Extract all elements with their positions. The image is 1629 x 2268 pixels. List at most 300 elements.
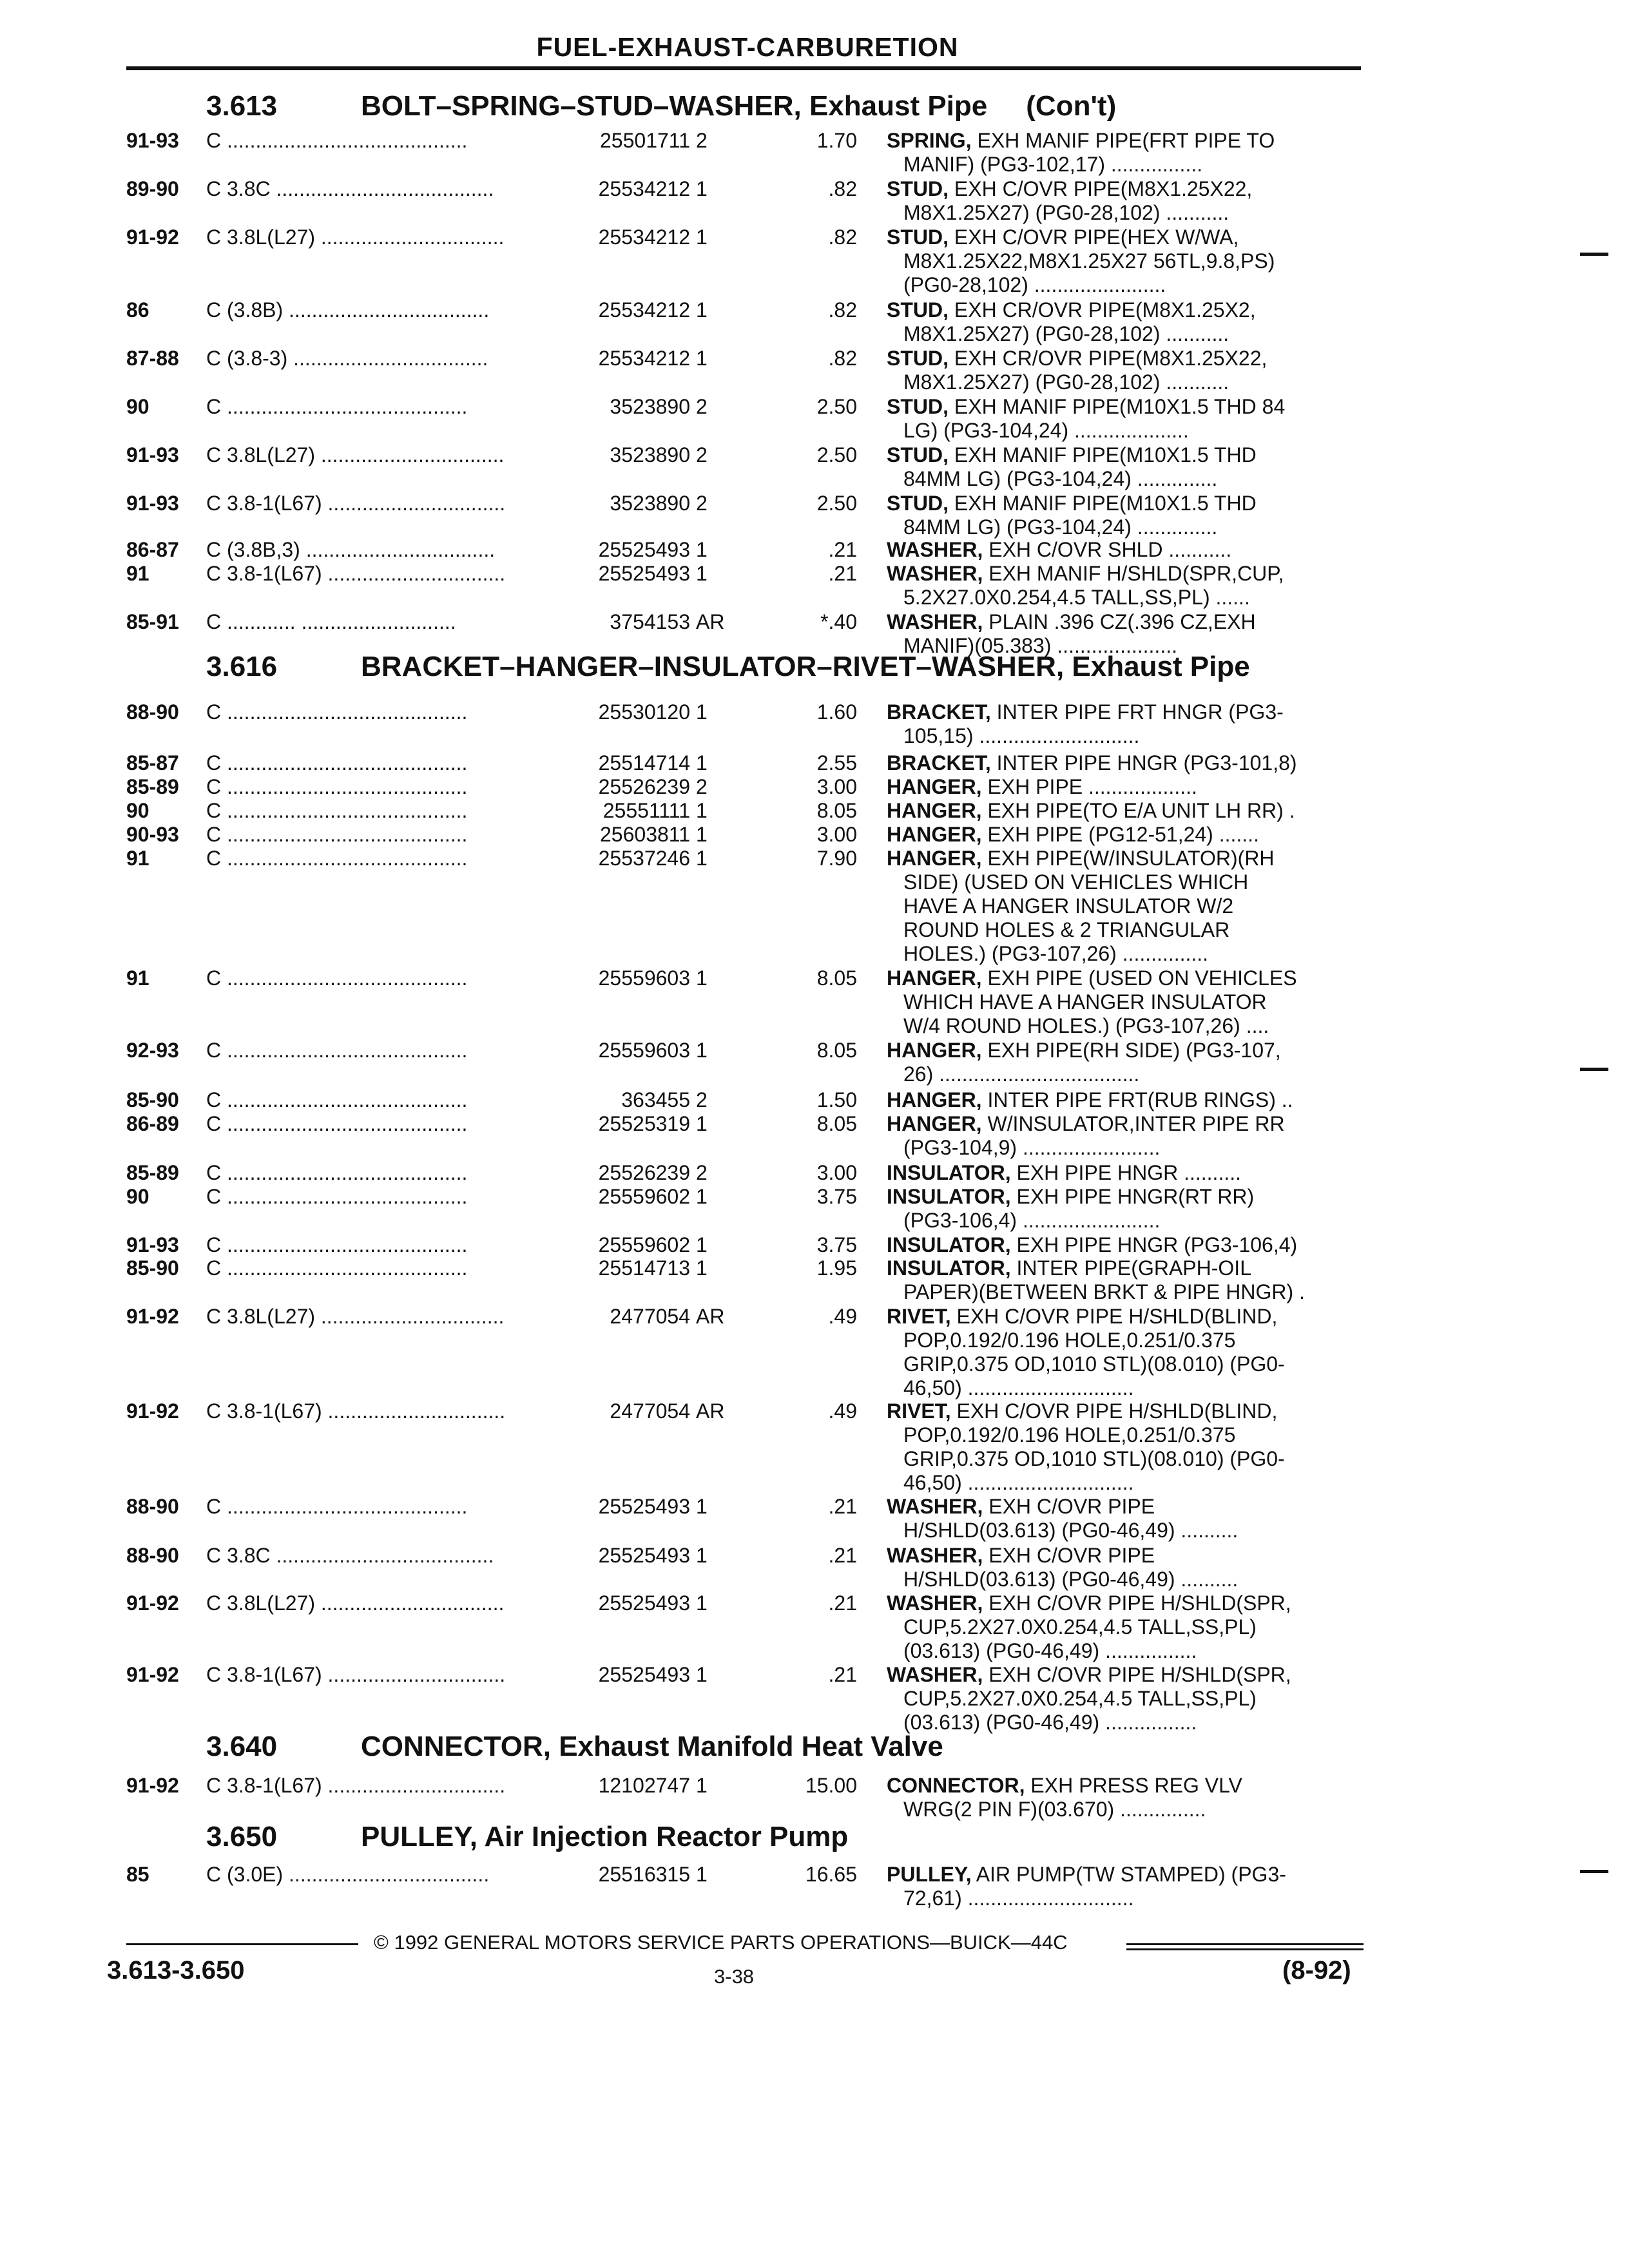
model-years: 85-90	[126, 1256, 179, 1280]
part-description	[887, 1663, 1364, 1735]
quantity: 1	[696, 1863, 708, 1886]
description-line	[887, 226, 1364, 249]
description-text: EXH C/OVR PIPE H/SHLD(SPR,	[983, 1591, 1291, 1615]
description-text: EXH C/OVR PIPE	[983, 1544, 1155, 1567]
price: 1.95	[816, 1256, 857, 1280]
part-description	[887, 1399, 1364, 1495]
section-qualifier: Exhaust Pipe	[801, 90, 988, 122]
description-line	[887, 610, 1364, 634]
part-number: 25525319	[554, 1112, 690, 1136]
description-continuation: 46,50) .............................	[903, 1376, 1134, 1399]
model-years: 88-90	[126, 700, 179, 724]
description-text: EXH PIPE(W/INSULATOR)(RH	[981, 847, 1275, 870]
part-description	[887, 1039, 1364, 1086]
model-years: 88-90	[126, 1544, 179, 1567]
description-line	[887, 1663, 1364, 1687]
description-line	[887, 298, 1364, 322]
description-text: INTER PIPE FRT(RUB RINGS) ..	[981, 1088, 1293, 1111]
model-code: C ..........................................	[206, 1088, 468, 1111]
quantity: 1	[696, 1233, 708, 1256]
part-description	[887, 823, 1364, 847]
part-type: BRACKET,	[887, 751, 991, 774]
description-line	[887, 700, 1364, 724]
part-description	[887, 395, 1364, 443]
part-description	[887, 492, 1364, 539]
description-text: EXH C/OVR SHLD ...........	[983, 538, 1232, 561]
quantity: 1	[696, 1774, 708, 1797]
price: 8.05	[816, 1112, 857, 1135]
description-continuation: WHICH HAVE A HANGER INSULATOR	[903, 990, 1267, 1014]
model-code: C 3.8L(L27) ................................	[206, 443, 505, 466]
description-continuation: (PG0-28,102) .......................	[903, 273, 1166, 296]
part-type: INSULATOR,	[887, 1161, 1011, 1184]
price: 1.50	[816, 1088, 857, 1111]
description-continuation: SIDE) (USED ON VEHICLES WHICH	[903, 870, 1249, 894]
description-continuation: H/SHLD(03.613) (PG0-46,49) ..........	[903, 1519, 1239, 1542]
description-line	[887, 129, 1364, 153]
description-continuation: HOLES.) (PG3-107,26) ...............	[903, 942, 1209, 965]
model-code: C ..........................................	[206, 395, 468, 418]
part-type: HANGER,	[887, 1112, 982, 1135]
model-code: C 3.8-1(L67) ...............................	[206, 562, 506, 585]
description-text: EXH C/OVR PIPE H/SHLD(SPR,	[983, 1663, 1291, 1686]
description-text: EXH PIPE (USED ON VEHICLES	[981, 966, 1297, 990]
price: 1.70	[816, 129, 857, 152]
model-years: 91-93	[126, 129, 179, 152]
description-line	[887, 1256, 1364, 1280]
part-description	[887, 700, 1364, 748]
part-number: 25551111	[554, 799, 690, 823]
part-type: BRACKET,	[887, 700, 991, 724]
model-code: C ..........................................	[206, 1233, 468, 1256]
quantity: 1	[696, 847, 708, 870]
section-part-names: BOLT–SPRING–STUD–WASHER,	[361, 90, 802, 122]
model-years: 92-93	[126, 1039, 179, 1062]
part-type: INSULATOR,	[887, 1233, 1011, 1256]
part-number: 25526239	[554, 775, 690, 799]
section-qualifier: Exhaust Pipe	[1064, 651, 1250, 682]
part-type: SPRING,	[887, 129, 972, 152]
model-code: C ............ ...........................	[206, 610, 456, 633]
description-continuation: (PG3-106,4) ........................	[903, 1209, 1161, 1232]
price: 3.00	[816, 823, 857, 846]
description-continuation: GRIP,0.375 OD,1010 STL)(08.010) (PG0-	[903, 1447, 1285, 1470]
description-line	[887, 966, 1364, 990]
model-years: 91	[126, 966, 149, 990]
description-line	[887, 1399, 1364, 1423]
model-years: 85-90	[126, 1088, 179, 1111]
quantity: 2	[696, 1088, 708, 1111]
description-line	[887, 751, 1364, 775]
part-number: 25525493	[554, 1591, 690, 1615]
quantity: 1	[696, 751, 708, 774]
part-number: 25534212	[554, 226, 690, 249]
part-number: 25514713	[554, 1256, 690, 1280]
price: 2.55	[816, 751, 857, 774]
description-text: EXH PIPE HNGR ..........	[1010, 1161, 1241, 1184]
description-text: EXH MANIF PIPE(FRT PIPE TO	[971, 129, 1275, 152]
model-code: C (3.8B,3) .................................	[206, 538, 496, 561]
description-text: EXH C/OVR PIPE H/SHLD(BLIND,	[950, 1305, 1278, 1328]
copyright-line: © 1992 GENERAL MOTORS SERVICE PARTS OPERATIONS—BUICK—44C	[374, 1931, 1068, 1954]
section-qualifier: Exhaust Manifold Heat Valve	[550, 1731, 943, 1762]
quantity: 1	[696, 1544, 708, 1567]
quantity: 1	[696, 562, 708, 585]
model-code: C (3.8-3) ..................................	[206, 347, 488, 370]
part-description	[887, 1233, 1364, 1257]
description-line	[887, 347, 1364, 370]
part-type: WASHER,	[887, 1495, 983, 1518]
part-type: WASHER,	[887, 562, 983, 585]
model-years: 85-89	[126, 775, 179, 798]
model-years: 86	[126, 298, 149, 322]
price: 2.50	[816, 395, 857, 418]
part-description	[887, 1495, 1364, 1542]
model-code: C ..........................................	[206, 847, 468, 870]
part-number: 25525493	[554, 1663, 690, 1687]
part-type: WASHER,	[887, 1591, 983, 1615]
model-code: C ..........................................	[206, 700, 468, 724]
description-line	[887, 1233, 1364, 1257]
description-line	[887, 1591, 1364, 1615]
part-number: 25525493	[554, 1544, 690, 1568]
quantity: 1	[696, 177, 708, 200]
section-part-names: BRACKET–HANGER–INSULATOR–RIVET–WASHER,	[361, 651, 1065, 682]
quantity: 1	[696, 700, 708, 724]
description-text: EXH PIPE HNGR (PG3-106,4)	[1010, 1233, 1298, 1256]
quantity: 2	[696, 395, 708, 418]
price: 3.00	[816, 1161, 857, 1184]
part-description	[887, 1774, 1364, 1821]
part-number: 25559603	[554, 966, 690, 990]
description-continuation: 26) ...................................	[903, 1062, 1140, 1086]
model-code: C 3.8L(L27) ................................	[206, 1591, 505, 1615]
quantity: 1	[696, 1112, 708, 1135]
model-years: 85-89	[126, 1161, 179, 1184]
description-continuation: GRIP,0.375 OD,1010 STL)(08.010) (PG0-	[903, 1352, 1285, 1376]
part-number: 3523890	[554, 395, 690, 419]
part-type: HANGER,	[887, 823, 982, 846]
part-description	[887, 1161, 1364, 1185]
part-number: 3754153	[554, 610, 690, 634]
description-text: W/INSULATOR,INTER PIPE RR	[981, 1112, 1285, 1135]
description-line	[887, 775, 1364, 799]
price: 3.75	[816, 1185, 857, 1208]
description-continuation: CUP,5.2X27.0X0.254,4.5 TALL,SS,PL)	[903, 1615, 1257, 1639]
part-type: STUD,	[887, 492, 949, 515]
description-line	[887, 1112, 1364, 1136]
model-years: 91-93	[126, 443, 179, 466]
part-type: STUD,	[887, 347, 949, 370]
part-number: 25559602	[554, 1185, 690, 1209]
model-code: C ..........................................	[206, 751, 468, 774]
part-number: 25516315	[554, 1863, 690, 1887]
part-description	[887, 1112, 1364, 1160]
price: .82	[828, 298, 857, 322]
part-description	[887, 1185, 1364, 1233]
description-continuation: (03.613) (PG0-46,49) ................	[903, 1711, 1197, 1734]
description-continuation: M8X1.25X27) (PG0-28,102) ...........	[903, 322, 1229, 345]
part-description	[887, 751, 1364, 775]
section-number: 3.613	[206, 90, 278, 122]
part-number: 3523890	[554, 443, 690, 467]
description-line	[887, 1039, 1364, 1062]
model-years: 90	[126, 395, 149, 418]
price: 3.00	[816, 775, 857, 798]
part-type: HANGER,	[887, 966, 982, 990]
part-number: 25559603	[554, 1039, 690, 1062]
quantity: 1	[696, 1591, 708, 1615]
part-number: 12102747	[554, 1774, 690, 1798]
part-number: 2477054	[554, 1399, 690, 1423]
description-continuation: M8X1.25X27) (PG0-28,102) ...........	[903, 201, 1229, 224]
price: 15.00	[805, 1774, 857, 1797]
part-description	[887, 443, 1364, 491]
model-code: C 3.8L(L27) ................................	[206, 226, 505, 249]
part-description	[887, 177, 1364, 225]
quantity: 2	[696, 443, 708, 466]
model-years: 91-92	[126, 1663, 179, 1686]
part-number: 2477054	[554, 1305, 690, 1329]
model-code: C ..........................................	[206, 823, 468, 846]
price: .21	[828, 1495, 857, 1518]
section-number: 3.616	[206, 651, 278, 682]
price: .49	[828, 1399, 857, 1423]
model-code: C 3.8-1(L67) ...............................	[206, 1774, 506, 1797]
model-code: C ..........................................	[206, 799, 468, 822]
header-rule	[126, 66, 1361, 70]
footer-rule-left	[126, 1943, 358, 1945]
description-continuation: POP,0.192/0.196 HOLE,0.251/0.375	[903, 1423, 1236, 1446]
description-line	[887, 395, 1364, 419]
model-code: C 3.8C ......................................	[206, 1544, 494, 1567]
quantity: AR	[696, 1399, 725, 1423]
margin-tick	[1580, 1068, 1608, 1071]
model-code: C ..........................................	[206, 966, 468, 990]
section-qualifier: Air Injection Reactor Pump	[477, 1821, 849, 1852]
part-description	[887, 966, 1364, 1038]
quantity: 2	[696, 1161, 708, 1184]
description-line	[887, 847, 1364, 870]
description-continuation: (PG3-104,9) ........................	[903, 1136, 1161, 1159]
description-text: EXH PIPE ...................	[981, 775, 1197, 798]
section-name	[361, 651, 1250, 683]
model-code: C ..........................................	[206, 1495, 468, 1518]
description-text: EXH C/OVR PIPE(M8X1.25X22,	[949, 177, 1253, 200]
model-years: 86-87	[126, 538, 179, 561]
margin-tick	[1580, 1870, 1608, 1873]
model-years: 90-93	[126, 823, 179, 846]
price: 2.50	[816, 492, 857, 515]
model-code: C ..........................................	[206, 1112, 468, 1135]
section-number: 3.650	[206, 1821, 278, 1852]
price: 7.90	[816, 847, 857, 870]
part-description	[887, 1088, 1364, 1112]
description-continuation: W/4 ROUND HOLES.) (PG3-107,26) ....	[903, 1014, 1269, 1037]
description-continuation: MANIF) (PG3-102,17) ................	[903, 153, 1203, 176]
description-continuation: (03.613) (PG0-46,49) ................	[903, 1639, 1197, 1662]
model-years: 88-90	[126, 1495, 179, 1518]
model-code: C 3.8-1(L67) ...............................	[206, 1399, 506, 1423]
price: .21	[828, 538, 857, 561]
part-type: HANGER,	[887, 799, 982, 822]
part-type: STUD,	[887, 177, 949, 200]
page-number: 3-38	[714, 1965, 755, 1988]
model-years: 91-92	[126, 1305, 179, 1328]
part-type: WASHER,	[887, 610, 983, 633]
quantity: AR	[696, 1305, 725, 1328]
part-description	[887, 298, 1364, 346]
description-text: EXH PRESS REG VLV	[1025, 1774, 1242, 1797]
page-header-title: FUEL-EXHAUST-CARBURETION	[536, 32, 959, 62]
price: .21	[828, 1591, 857, 1615]
part-number: 25525493	[554, 1495, 690, 1519]
description-line	[887, 799, 1364, 823]
description-continuation: WRG(2 PIN F)(03.670) ...............	[903, 1798, 1206, 1821]
part-description	[887, 1544, 1364, 1591]
description-text: EXH C/OVR PIPE	[983, 1495, 1155, 1518]
part-description	[887, 129, 1364, 177]
part-number: 25534212	[554, 177, 690, 201]
model-years: 87-88	[126, 347, 179, 370]
quantity: 1	[696, 1663, 708, 1686]
description-line	[887, 443, 1364, 467]
part-number: 25514714	[554, 751, 690, 775]
part-number: 25534212	[554, 347, 690, 370]
price: .21	[828, 1544, 857, 1567]
part-number: 363455	[554, 1088, 690, 1112]
description-text: INTER PIPE(GRAPH-OIL	[1010, 1256, 1251, 1280]
section-part-names: PULLEY,	[361, 1821, 477, 1852]
section-name	[361, 90, 1116, 122]
model-years: 86-89	[126, 1112, 179, 1135]
part-description	[887, 538, 1364, 562]
description-continuation: LG) (PG3-104,24) ....................	[903, 419, 1189, 442]
section-continued: (Con't)	[1026, 90, 1117, 122]
price: *.40	[820, 610, 857, 633]
description-text: EXH PIPE(TO E/A UNIT LH RR) .	[981, 799, 1295, 822]
description-text: PLAIN .396 CZ(.396 CZ,EXH	[983, 610, 1256, 633]
part-description	[887, 226, 1364, 297]
part-description	[887, 1305, 1364, 1400]
part-type: STUD,	[887, 226, 949, 249]
description-continuation: ROUND HOLES & 2 TRIANGULAR	[903, 918, 1230, 941]
section-name	[361, 1821, 848, 1853]
part-description	[887, 799, 1364, 823]
part-description	[887, 562, 1364, 610]
quantity: 2	[696, 129, 708, 152]
model-years: 90	[126, 799, 149, 822]
description-continuation: HAVE A HANGER INSULATOR W/2	[903, 894, 1234, 918]
description-text: INTER PIPE FRT HNGR (PG3-	[990, 700, 1284, 724]
description-text: EXH MANIF PIPE(M10X1.5 THD	[949, 443, 1257, 466]
price: .21	[828, 1663, 857, 1686]
description-continuation: POP,0.192/0.196 HOLE,0.251/0.375	[903, 1329, 1236, 1352]
model-years: 85-91	[126, 610, 179, 633]
part-type: INSULATOR,	[887, 1185, 1011, 1208]
part-type: WASHER,	[887, 538, 983, 561]
model-years: 91-93	[126, 492, 179, 515]
price: .82	[828, 177, 857, 200]
part-description	[887, 1863, 1364, 1910]
model-years: 91-93	[126, 1233, 179, 1256]
price: .82	[828, 226, 857, 249]
model-code: C ..........................................	[206, 1185, 468, 1208]
description-line	[887, 1544, 1364, 1568]
price: 8.05	[816, 1039, 857, 1062]
part-type: PULLEY,	[887, 1863, 972, 1886]
description-line	[887, 1185, 1364, 1209]
description-continuation: 105,15) ............................	[903, 724, 1140, 747]
description-text: EXH CR/OVR PIPE(M8X1.25X22,	[949, 347, 1268, 370]
part-type: WASHER,	[887, 1544, 983, 1567]
description-continuation: 46,50) .............................	[903, 1471, 1134, 1494]
model-code: C ..........................................	[206, 1039, 468, 1062]
description-text: EXH MANIF PIPE(M10X1.5 THD 84	[949, 395, 1286, 418]
description-continuation: CUP,5.2X27.0X0.254,4.5 TALL,SS,PL)	[903, 1687, 1257, 1710]
model-years: 91-92	[126, 1774, 179, 1797]
description-line	[887, 1161, 1364, 1185]
price: 8.05	[816, 966, 857, 990]
description-text: EXH MANIF H/SHLD(SPR,CUP,	[983, 562, 1284, 585]
description-continuation: 5.2X27.0X0.254,4.5 TALL,SS,PL) ......	[903, 586, 1250, 609]
quantity: 1	[696, 347, 708, 370]
revision-date: (8-92)	[1282, 1956, 1351, 1984]
model-code: C 3.8C ......................................	[206, 177, 494, 200]
model-code: C ..........................................	[206, 1161, 468, 1184]
description-continuation: 84MM LG) (PG3-104,24) ..............	[903, 515, 1218, 539]
part-number: 25501711	[554, 129, 690, 153]
price: .49	[828, 1305, 857, 1328]
model-code: C ..........................................	[206, 775, 468, 798]
description-text: EXH C/OVR PIPE(HEX W/WA,	[949, 226, 1239, 249]
part-description	[887, 775, 1364, 799]
description-line	[887, 538, 1364, 562]
part-number: 25559602	[554, 1233, 690, 1257]
quantity: 2	[696, 492, 708, 515]
description-continuation: MANIF)(05.383) .....................	[903, 634, 1177, 657]
part-number: 25525493	[554, 538, 690, 562]
model-code: C ..........................................	[206, 1256, 468, 1280]
price: 2.50	[816, 443, 857, 466]
description-text: EXH MANIF PIPE(M10X1.5 THD	[949, 492, 1257, 515]
description-text: EXH PIPE (PG12-51,24) .......	[981, 823, 1259, 846]
quantity: 1	[696, 1185, 708, 1208]
description-text: INTER PIPE HNGR (PG3-101,8)	[990, 751, 1297, 774]
description-text: EXH CR/OVR PIPE(M8X1.25X2,	[949, 298, 1256, 322]
quantity: 2	[696, 775, 708, 798]
section-number: 3.640	[206, 1731, 278, 1762]
margin-tick	[1580, 253, 1608, 256]
model-code: C ..........................................	[206, 129, 468, 152]
model-years: 91	[126, 562, 149, 585]
part-description	[887, 1256, 1364, 1304]
part-type: HANGER,	[887, 1088, 982, 1111]
footer-rule-right	[1126, 1943, 1364, 1945]
description-continuation: M8X1.25X27) (PG0-28,102) ...........	[903, 370, 1229, 394]
part-description	[887, 347, 1364, 394]
price: .82	[828, 347, 857, 370]
description-continuation: M8X1.25X22,M8X1.25X27 56TL,9.8,PS)	[903, 249, 1275, 273]
model-years: 91-92	[126, 1591, 179, 1615]
description-continuation: 84MM LG) (PG3-104,24) ..............	[903, 467, 1218, 490]
description-line	[887, 823, 1364, 847]
description-line	[887, 1088, 1364, 1112]
part-description	[887, 1591, 1364, 1663]
price: 8.05	[816, 799, 857, 822]
part-number: 25603811	[554, 823, 690, 847]
part-number: 25530120	[554, 700, 690, 724]
